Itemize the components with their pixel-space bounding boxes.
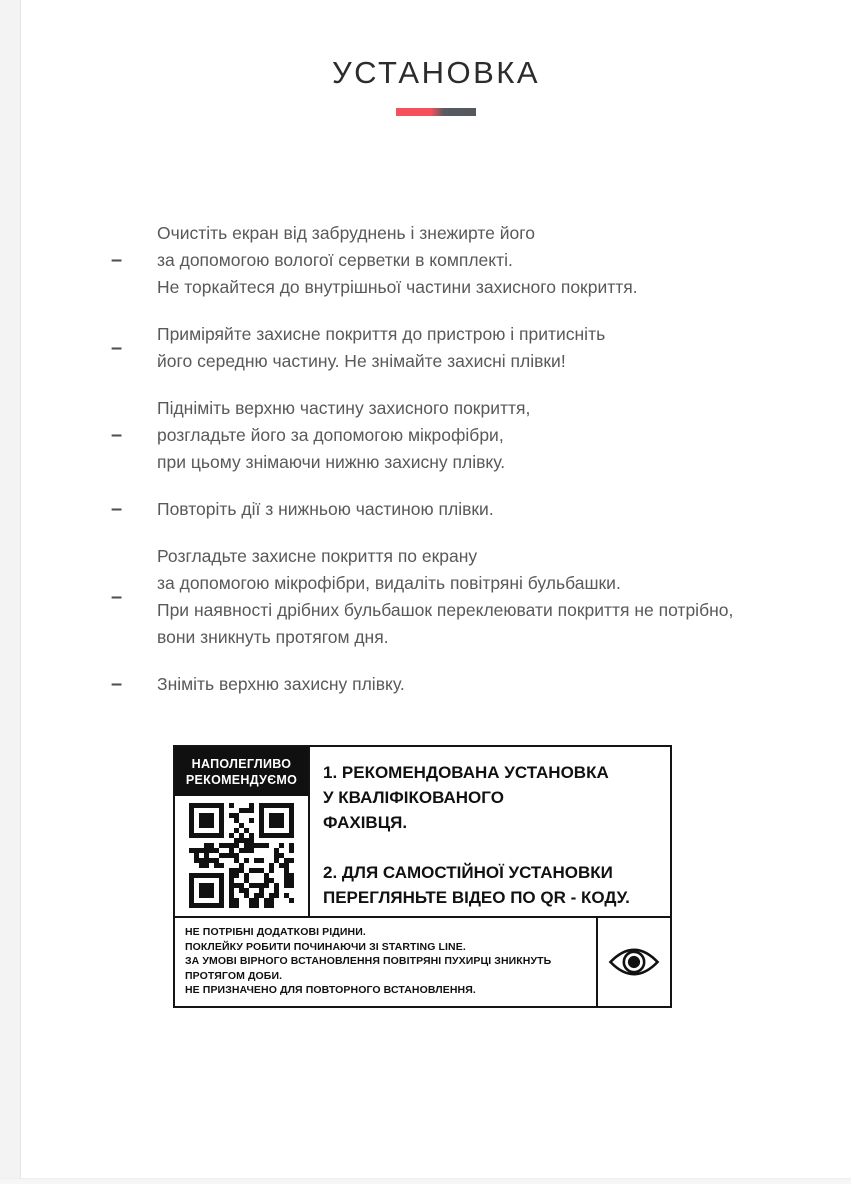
step-item <box>111 496 831 523</box>
page-title: УСТАНОВКА <box>331 55 541 90</box>
badge-line: НАПОЛЕГЛИВО <box>191 757 292 771</box>
recommendation-item: 1. РЕКОМЕНДОВАНА УСТАНОВКА У КВАЛІФІКОВАНОГО ФАХІВЦЯ. <box>323 763 609 832</box>
step-bullet-dash: – <box>111 673 123 695</box>
recommendation-box-bottom <box>175 918 670 1006</box>
step-item <box>111 395 831 476</box>
step-bullet-dash: – <box>111 249 123 271</box>
step-line: Розгладьте захисне покриття по екрану <box>157 546 478 566</box>
step-line: розгладьте його за допомогою мікрофібри, <box>157 425 504 445</box>
step-line: за допомогою мікрофібри, видаліть повітряні бульбашки. <box>157 573 621 593</box>
note-line: ЗА УМОВІ ВІРНОГО ВСТАНОВЛЕННЯ ПОВІТРЯНІ ПУХИРЦІ ЗНИКНУТЬ ПРОТЯГОМ ДОБИ. <box>185 955 552 982</box>
step-line: Повторіть дії з нижньою частиною плівки. <box>157 499 494 519</box>
step-line: Зніміть верхню захисну плівку. <box>157 674 405 694</box>
step-text <box>157 543 831 651</box>
recommendation-box-left <box>175 747 310 916</box>
step-line: його середню частину. Не знімайте захисні плівки! <box>157 351 566 371</box>
strongly-recommend-badge <box>175 747 308 796</box>
step-bullet-dash: – <box>111 585 123 608</box>
step-item <box>111 543 831 651</box>
recommendation-item: 2. ДЛЯ САМОСТІЙНОЇ УСТАНОВКИ ПЕРЕГЛЯНЬТЕ ВІДЕО ПО QR - КОДУ. <box>323 863 630 907</box>
step-item <box>111 220 831 301</box>
recommendation-box <box>173 745 672 1008</box>
step-text <box>157 321 831 375</box>
note-line: НЕ ПРИЗНАЧЕНО ДЛЯ ПОВТОРНОГО ВСТАНОВЛЕННЯ. <box>185 984 476 996</box>
instruction-page <box>21 0 851 1184</box>
step-item <box>111 321 831 375</box>
step-line: Приміряйте захисне покриття до пристрою і притисніть <box>157 324 606 344</box>
step-line: вони зникнуть протягом дня. <box>157 627 389 647</box>
page-left-gutter <box>0 0 21 1184</box>
step-line: Підніміть верхню частину захисного покриття, <box>157 398 531 418</box>
recommendation-items <box>310 747 670 916</box>
note-line: НЕ ПОТРІБНІ ДОДАТКОВІ РІДИНИ. <box>185 926 366 938</box>
step-item <box>111 671 831 698</box>
step-text <box>157 395 831 476</box>
step-text <box>157 671 831 698</box>
step-line: Не торкайтеся до внутрішньої частини захисного покриття. <box>157 277 638 297</box>
steps-list <box>21 220 851 698</box>
step-line: за допомогою вологої серветки в комплекті. <box>157 250 513 270</box>
qr-code-icon <box>175 796 308 914</box>
badge-line: РЕКОМЕНДУЄМО <box>185 773 298 787</box>
step-bullet-dash: – <box>111 336 123 359</box>
step-text <box>157 496 831 523</box>
step-line: при цьому знімаючи нижню захисну плівку. <box>157 452 506 472</box>
step-text <box>157 220 831 301</box>
installation-notes <box>175 918 598 1006</box>
eye-icon <box>598 918 670 1006</box>
step-bullet-dash: – <box>111 498 123 520</box>
accent-bar <box>396 108 476 116</box>
recommendation-box-top <box>175 747 670 918</box>
step-bullet-dash: – <box>111 424 123 446</box>
step-line: Очистіть екран від забруднень і знежирте його <box>157 223 535 243</box>
note-line: ПОКЛЕЙКУ РОБИТИ ПОЧИНАЮЧИ ЗІ STARTING LINE. <box>185 940 466 953</box>
step-line: При наявності дрібних бульбашок переклеювати покриття не потрібно, <box>157 600 734 620</box>
